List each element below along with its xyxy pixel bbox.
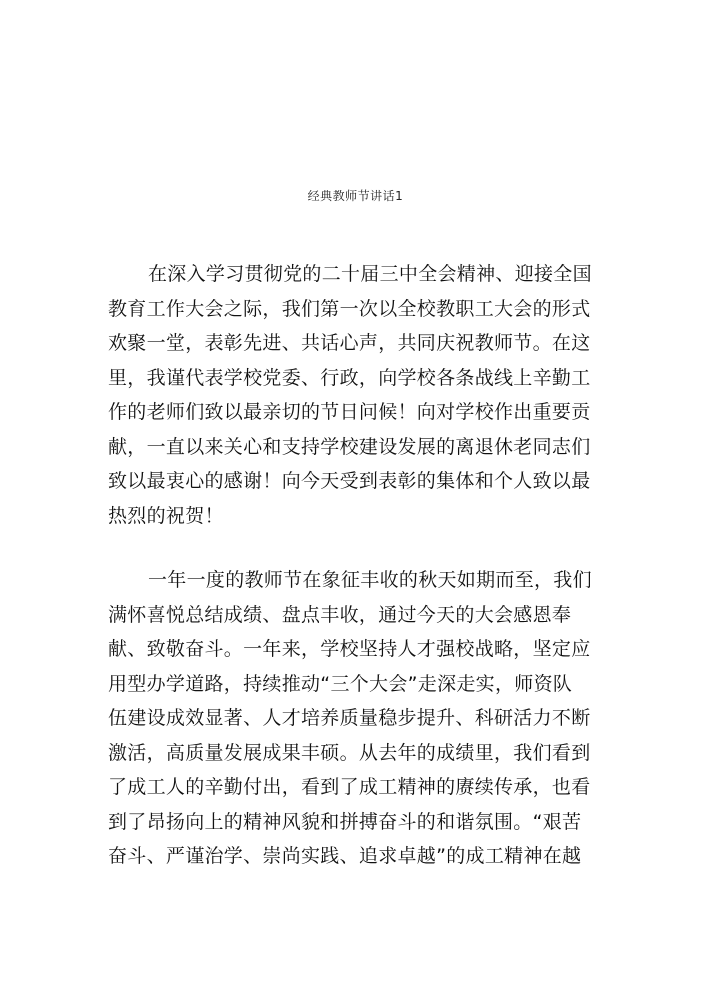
paragraph-2 <box>108 563 590 874</box>
paragraph-line: 献、致敬奋斗。一年来，学校坚持人才强校战略，坚定应 <box>108 638 591 660</box>
paragraph-line: 用型办学道路，持续推动“三个大会”走深走实，师资队 <box>108 672 573 695</box>
paragraph-line: 在深入学习贯彻党的二十届三中全会精神、迎接全国 <box>148 263 592 285</box>
paragraph-line: 致以最衷心的感谢！向今天受到表彰的集体和个人致以最 <box>108 470 591 492</box>
paragraph-line: 伍建设成效显著、人才培养质量稳步提升、科研活力不断 <box>108 707 591 729</box>
paragraph-line: 一年一度的教师节在象征丰收的秋天如期而至，我们 <box>148 569 592 591</box>
paragraph-line: 献，一直以来关心和支持学校建设发展的离退休老同志们 <box>108 435 591 458</box>
paragraph-line: 作的老师们致以最亲切的节日问候！向对学校作出重要贡 <box>108 401 591 423</box>
paragraph-line: 到了昂扬向上的精神风貌和拼搏奋斗的和谐氛围。“艰苦 <box>108 810 582 833</box>
paragraph-line: 奋斗、严谨治学、崇尚实践、追求卓越”的成工精神在越 <box>108 845 582 867</box>
paragraph-1 <box>108 257 590 533</box>
paragraph-line: 激活，高质量发展成果丰硕。从去年的成绩里，我们看到 <box>108 741 591 764</box>
document-title: 经典教师节讲话1 <box>307 189 404 203</box>
paragraph-line: 满怀喜悦总结成绩、盘点丰收，通过今天的大会感恩奉 <box>108 603 572 626</box>
paragraph-line: 教育工作大会之际，我们第一次以全校教职工大会的形式 <box>108 297 591 320</box>
paragraph-line: 热烈的祝贺！ <box>108 504 224 527</box>
paragraph-line: 欢聚一堂，表彰先进、共话心声，共同庆祝教师节。在这 <box>108 332 591 354</box>
paragraph-line: 里，我谨代表学校党委、行政，向学校各条战线上辛勤工 <box>108 366 591 389</box>
paragraph-line: 了成工人的辛勤付出，看到了成工精神的赓续传承，也看 <box>108 776 591 798</box>
